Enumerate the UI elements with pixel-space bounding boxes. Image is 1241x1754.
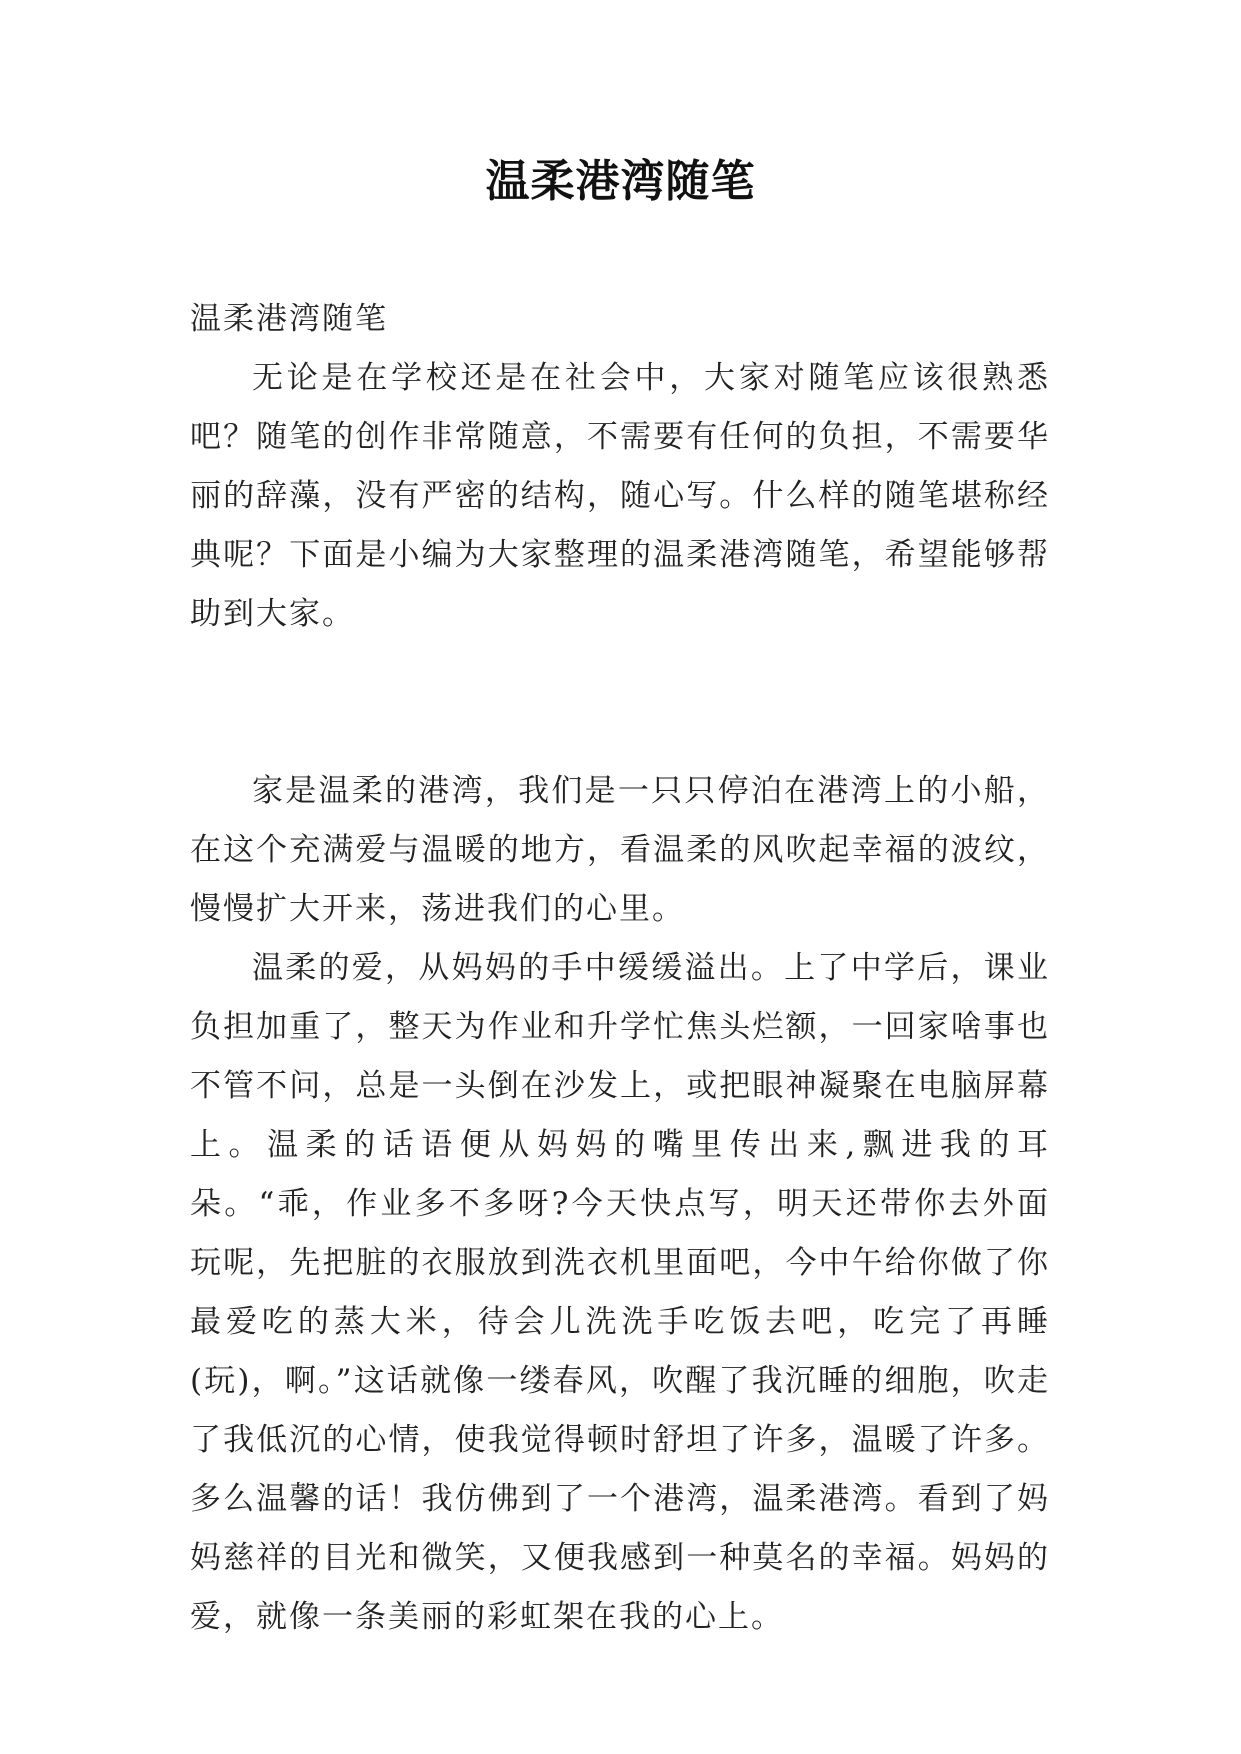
body-paragraph-1: 家是温柔的港湾，我们是一只只停泊在港湾上的小船，在这个充满爱与温暖的地方，看温柔的风吹起幸福的波纹，慢慢扩大开来，荡进我们的心里。 bbox=[190, 773, 1050, 927]
body-paragraph-2: 温柔的爱，从妈妈的手中缓缓溢出。上了中学后，课业负担加重了，整天为作业和升学忙焦头烂额，一回家啥事也不管不问，总是一头倒在沙发上，或把眼神凝聚在电脑屏幕上。温柔的话语便从妈妈的嘴里传出来,飘进我的耳朵。“乖，作业多不多呀?今天快点写，明天还带你去外面玩呢，先把脏的衣服放到洗衣机里面吧，今中午给你做了你最爱吃的蒸大米，待会儿洗洗手吃饭去吧，吃完了再睡(玩)，啊。”这话就像一缕春风，吹醒了我沉睡的细胞，吹走了我低沉的心情，使我觉得顿时舒坦了许多，温暖了许多。多么温馨的话！我仿佛到了一个港湾，温柔港湾。看到了妈妈慈祥的目光和微笑，又便我感到一种莫名的幸福。妈妈的爱，就像一条美丽的彩虹架在我的心上。 bbox=[190, 950, 1050, 1635]
document-title: 温柔港湾随笔 bbox=[485, 156, 756, 207]
paragraph-gap bbox=[190, 644, 1050, 762]
document-body bbox=[190, 290, 1050, 1647]
document-subtitle: 温柔港湾随笔 bbox=[190, 301, 388, 337]
intro-paragraph: 无论是在学校还是在社会中，大家对随笔应该很熟悉吧？随笔的创作非常随意，不需要有任何的负担，不需要华丽的辞藻，没有严密的结构，随心写。什么样的随笔堪称经典呢？下面是小编为大家整理的温柔港湾随笔，希望能够帮助到大家。 bbox=[190, 360, 1050, 632]
